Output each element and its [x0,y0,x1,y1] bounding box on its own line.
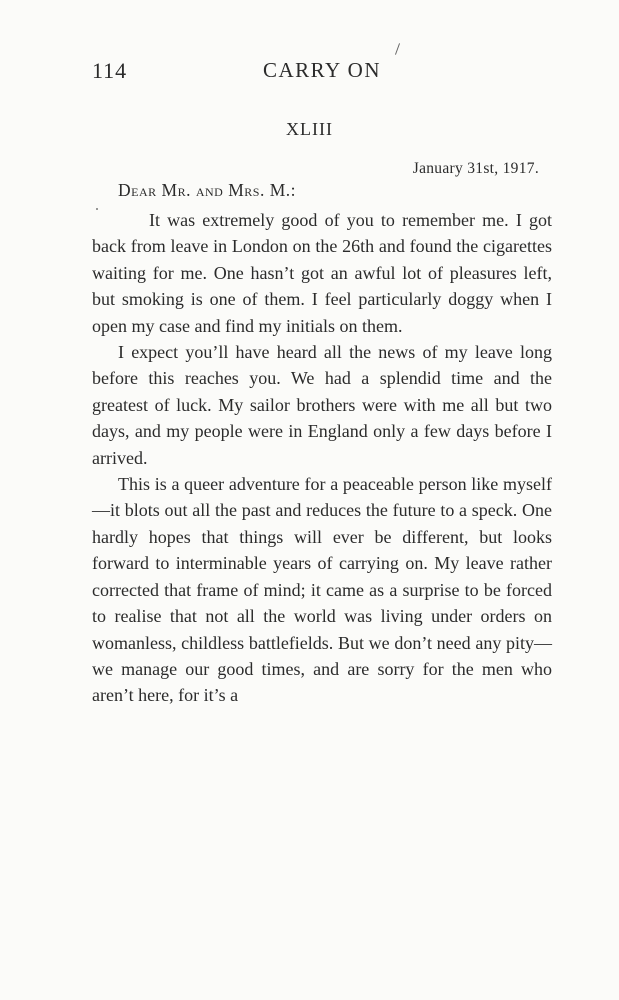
letter-salutation: Dear Mr. and Mrs. M.: [118,180,296,200]
paragraph-2: I expect you’ll have heard all the news of my leave long before this reaches you. We had a splendid time and the greatest of luck. My sailor brothers were with me all but two days, and my people were in England only a few days before I arrived. [92,342,552,468]
stray-pencil-mark [395,43,400,55]
running-header [92,58,552,88]
page-number: 114 [92,58,128,83]
letter-date: January 31st, 1917. [412,160,539,177]
running-title: CARRY ON [263,58,381,82]
paragraph-1: It was extremely good of you to remember me. I got back from leave in London on the 26th and found the cigarettes waiting for me. One hasn’t got an awful lot of pleasures left, but smoking is one of them. I feel particularly doggy when I open my case and find my initials on them. [92,210,552,336]
letter-body [92,207,552,709]
chapter-number: XLIII [286,119,333,139]
paragraph-3: This is a queer adventure for a peaceable person like myself—it blots out all the past and reduces the future to a speck. One hardly hopes that things will ever be different, but looks forward to interminable years of carrying on. My leave rather corrected that frame of mind; it came as a surprise to be forced to realise that not all the world was living under orders on womanless, childless battlefields. But we don’t need any pity—we manage our good times, and are sorry for the men who aren’t here, for it’s a [92,474,552,706]
